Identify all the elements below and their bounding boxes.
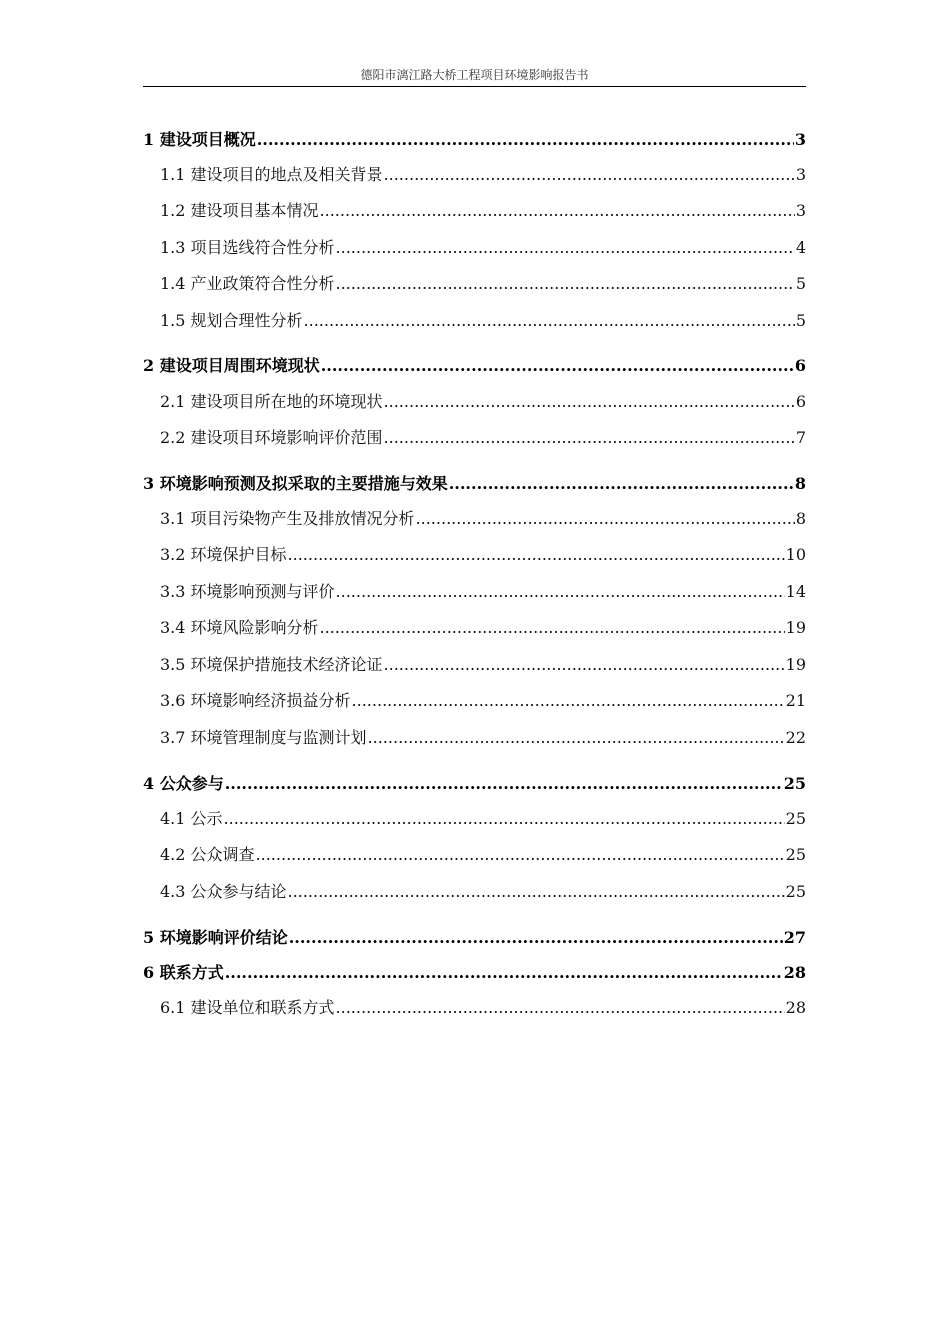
header-title: 德阳市漓江路大桥工程项目环境影响报告书 — [360, 68, 589, 82]
toc-page-number: 22 — [785, 728, 806, 747]
toc-dot-leader — [336, 582, 785, 601]
toc-page-number: 21 — [785, 691, 806, 710]
toc-entry-3-6[interactable] — [160, 688, 806, 712]
toc-dot-leader — [304, 311, 795, 330]
toc-dot-leader — [336, 998, 785, 1017]
toc-entry-title: 1.1 建设项目的地点及相关背景 — [160, 165, 383, 184]
toc-entry-4-3[interactable] — [160, 879, 806, 903]
toc-dot-leader — [416, 509, 795, 528]
toc-entry-title: 5 环境影响评价结论 — [143, 928, 288, 947]
toc-entry-2-2[interactable] — [160, 425, 806, 449]
toc-entry-6-1[interactable] — [160, 995, 806, 1019]
toc-entry-6[interactable] — [143, 960, 806, 984]
toc-page-number: 4 — [795, 238, 806, 257]
toc-page-number: 25 — [785, 809, 806, 828]
toc-page-number: 3 — [794, 130, 806, 149]
toc-page-number: 8 — [794, 474, 806, 493]
toc-entry-title: 2 建设项目周围环境现状 — [143, 356, 320, 375]
toc-entry-title: 3.1 项目污染物产生及排放情况分析 — [160, 509, 415, 528]
toc-entry-title: 3.4 环境风险影响分析 — [160, 618, 319, 637]
toc-entry-1[interactable] — [143, 127, 806, 151]
toc-dot-leader — [368, 728, 785, 747]
toc-dot-leader — [384, 428, 795, 447]
toc-entry-title: 2.2 建设项目环境影响评价范围 — [160, 428, 383, 447]
toc-entry-1-2[interactable] — [160, 198, 806, 222]
toc-entry-4-2[interactable] — [160, 842, 806, 866]
toc-page-number: 14 — [785, 582, 806, 601]
toc-page-number: 25 — [785, 882, 806, 901]
toc-entry-title: 2.1 建设项目所在地的环境现状 — [160, 392, 383, 411]
toc-entry-1-1[interactable] — [160, 162, 806, 186]
toc-entry-3-3[interactable] — [160, 579, 806, 603]
toc-dot-leader — [384, 392, 795, 411]
toc-page-number: 19 — [785, 618, 806, 637]
toc-entry-title: 4 公众参与 — [143, 774, 224, 793]
toc-entry-title: 6.1 建设单位和联系方式 — [160, 998, 335, 1017]
toc-dot-leader — [288, 882, 785, 901]
toc-entry-title: 1.2 建设项目基本情况 — [160, 201, 319, 220]
toc-dot-leader — [336, 274, 795, 293]
toc-entry-title: 3.6 环境影响经济损益分析 — [160, 691, 351, 710]
toc-page-number: 28 — [783, 963, 806, 982]
toc-dot-leader — [225, 774, 783, 793]
toc-dot-leader — [288, 545, 785, 564]
toc-page-number: 5 — [795, 311, 806, 330]
toc-entry-title: 4.1 公示 — [160, 809, 223, 828]
toc-dot-leader — [449, 474, 794, 493]
toc-page-number: 19 — [785, 655, 806, 674]
toc-page-number: 3 — [795, 165, 806, 184]
toc-entry-title: 1.5 规划合理性分析 — [160, 311, 303, 330]
toc-entry-4-1[interactable] — [160, 806, 806, 830]
toc-entry-title: 4.2 公众调查 — [160, 845, 255, 864]
toc-page-number: 6 — [794, 356, 806, 375]
toc-entry-title: 1 建设项目概况 — [143, 130, 256, 149]
toc-entry-title: 3.2 环境保护目标 — [160, 545, 287, 564]
toc-dot-leader — [289, 928, 783, 947]
toc-entry-title: 3.3 环境影响预测与评价 — [160, 582, 335, 601]
toc-dot-leader — [320, 618, 785, 637]
toc-entry-title: 4.3 公众参与结论 — [160, 882, 287, 901]
toc-dot-leader — [384, 655, 785, 674]
toc-page-number: 25 — [783, 774, 806, 793]
toc-entry-3[interactable] — [143, 471, 806, 495]
toc-page-number: 6 — [795, 392, 806, 411]
toc-entry-2-1[interactable] — [160, 389, 806, 413]
toc-entry-3-2[interactable] — [160, 542, 806, 566]
toc-entry-4[interactable] — [143, 771, 806, 795]
toc-dot-leader — [336, 238, 795, 257]
toc-page-number: 7 — [795, 428, 806, 447]
toc-page-number: 10 — [785, 545, 806, 564]
toc-dot-leader — [257, 130, 794, 149]
toc-page-number: 25 — [785, 845, 806, 864]
toc-entry-5[interactable] — [143, 925, 806, 949]
toc-entry-1-4[interactable] — [160, 271, 806, 295]
toc-dot-leader — [321, 356, 794, 375]
toc-entry-3-7[interactable] — [160, 725, 806, 749]
toc-dot-leader — [384, 165, 795, 184]
toc-entry-1-5[interactable] — [160, 308, 806, 332]
toc-page-number: 5 — [795, 274, 806, 293]
toc-entry-3-1[interactable] — [160, 506, 806, 530]
toc-entry-title: 3.5 环境保护措施技术经济论证 — [160, 655, 383, 674]
toc-entry-title: 6 联系方式 — [143, 963, 224, 982]
toc-page-number: 27 — [783, 928, 806, 947]
toc-dot-leader — [224, 809, 785, 828]
toc-entry-2[interactable] — [143, 353, 806, 377]
toc-dot-leader — [352, 691, 785, 710]
toc-entry-title: 3.7 环境管理制度与监测计划 — [160, 728, 367, 747]
page-header — [143, 66, 806, 87]
toc-entry-title: 3 环境影响预测及拟采取的主要措施与效果 — [143, 474, 448, 493]
toc-entry-1-3[interactable] — [160, 235, 806, 259]
toc-entry-3-5[interactable] — [160, 652, 806, 676]
toc-page-number: 8 — [795, 509, 806, 528]
toc-entry-3-4[interactable] — [160, 615, 806, 639]
toc-dot-leader — [256, 845, 785, 864]
toc-entry-title: 1.3 项目选线符合性分析 — [160, 238, 335, 257]
toc-page-number: 28 — [785, 998, 806, 1017]
toc-page-number: 3 — [795, 201, 806, 220]
toc-entry-title: 1.4 产业政策符合性分析 — [160, 274, 335, 293]
toc-dot-leader — [320, 201, 795, 220]
toc-dot-leader — [225, 963, 783, 982]
